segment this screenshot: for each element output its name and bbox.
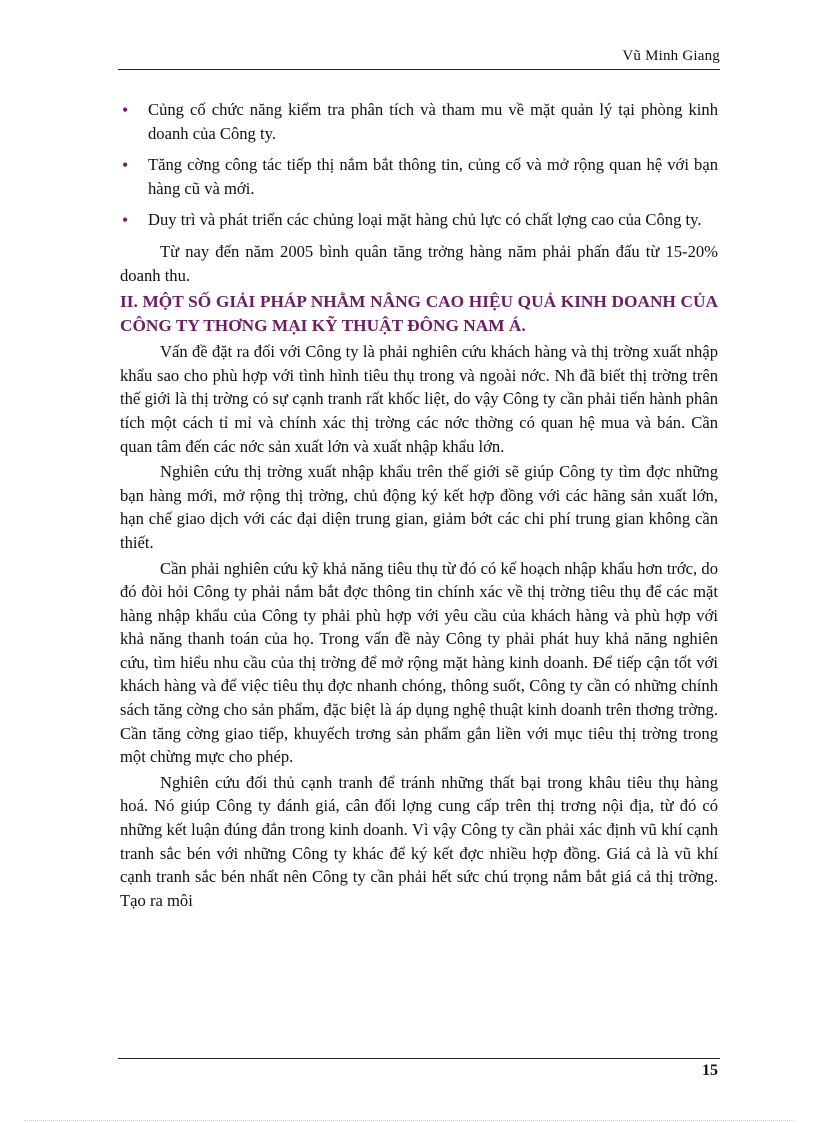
body-paragraph: Vấn đề đặt ra đối với Công ty là phải nghiên cứu khách hàng và thị trờng xuất nhập khẩu sao cho phù hợp với tình hình tiêu thụ trong và ngoài nớc. Nh đã biết thị trờng trên thế giới là thị trờng có sự cạnh tranh rất khốc liệt, do vậy Công ty cần phải tiến hành phân tích một cách tỉ mỉ và chính xác thị trờng các nớc thờng có quan hệ mua và bán. Cần quan tâm đến các nớc sản xuất lớn và xuất nhập khẩu lớn. — [120, 342, 718, 456]
bullet-item — [120, 208, 718, 232]
header-divider — [118, 69, 720, 70]
body-paragraph: Nghiên cứu thị trờng xuất nhập khẩu trên thế giới sẽ giúp Công ty tìm đợc những bạn hàng mới, mở rộng thị trờng, chủ động ký kết hợp đồng với các hãng sản xuất lớn, hạn chế giao dịch với các đại diện trung gian, giảm bớt các chi phí trung gian không cần thiết. — [120, 462, 718, 552]
bullet-text: Tăng cờng công tác tiếp thị nắm bắt thông tin, củng cố và mở rộng quan hệ với bạn hàng cũ và mới. — [148, 155, 718, 198]
bullet-dot-icon: • — [122, 210, 129, 231]
page-number: 15 — [702, 1062, 718, 1079]
page-header-author: Vũ Minh Giang — [622, 48, 720, 64]
page-body — [120, 98, 718, 914]
section-heading: II. MỘT SỐ GIẢI PHÁP NHẰM NÂNG CAO HIỆU QUẢ KINH DOANH CỦA CÔNG TY THƠNG MẠI KỸ THUẬT ĐÔNG NAM Á. — [120, 292, 718, 336]
bullet-dot-icon: • — [122, 100, 129, 120]
body-paragraph: Cần phải nghiên cứu kỹ khả năng tiêu thụ từ đó có kế hoạch nhập khẩu hơn trớc, do đó đòi hỏi Công ty phải nắm bắt đợc thông tin chính xác về thị trờng tiêu thụ để các mặt hàng nhập khẩu của Công ty phải phù hợp với yêu cầu của khách hàng và phù hợp với khả năng thanh toán của họ. Trong vấn đề này Công ty phải phát huy khả năng nghiên cứu, tìm hiểu nhu cầu của thị trờng để mở rộng mặt hàng kinh doanh. Để tiếp cận tốt với khách hàng và để việc tiêu thụ đợc nhanh chóng, thông suốt, Công ty cần có những chính sách tăng cờng cho sản phẩm, đặc biệt là áp dụng nghệ thuật kinh doanh trên thơng trờng. Cần tăng cờng giao tiếp, khuyếch trơng sản phẩm gắn liền với mục tiêu thị trờng trong một chừng mực cho phép. — [120, 558, 718, 767]
page-bottom-edge — [24, 1120, 794, 1121]
bullet-item — [120, 153, 718, 200]
bullet-text: Củng cố chức năng kiểm tra phân tích và tham mu về mặt quản lý tại phòng kinh doanh của Công ty. — [148, 100, 718, 143]
body-paragraph: Nghiên cứu đối thủ cạnh tranh để tránh những thất bại trong khâu tiêu thụ hàng hoá. Nó giúp Công ty đánh giá, cân đối lợng cung cấp trên thị trơng nội địa, từ đó có những kết luận đúng đắn trong kinh doanh. Vì vậy Công ty cần phải xác định vũ khí cạnh tranh sắc bén với những Công ty khác để ký kết đợc nhiều hợp đồng. Giá cả là vũ khí cạnh tranh sắc bén nhất nên Công ty cần phải hết sức chú trọng nắm bắt giá cả thị trờng. Tạo ra môi — [120, 772, 718, 910]
bullet-item — [120, 98, 718, 145]
footer-divider — [118, 1058, 720, 1059]
intro-paragraph: Từ nay đến năm 2005 bình quân tăng trởng hàng năm phải phấn đấu từ 15-20% doanh thu. — [120, 241, 718, 285]
bullet-dot-icon: • — [122, 155, 129, 176]
bullet-text: Duy trì và phát triển các chủng loại mặt hàng chủ lực có chất lợng cao của Công ty. — [148, 210, 702, 230]
